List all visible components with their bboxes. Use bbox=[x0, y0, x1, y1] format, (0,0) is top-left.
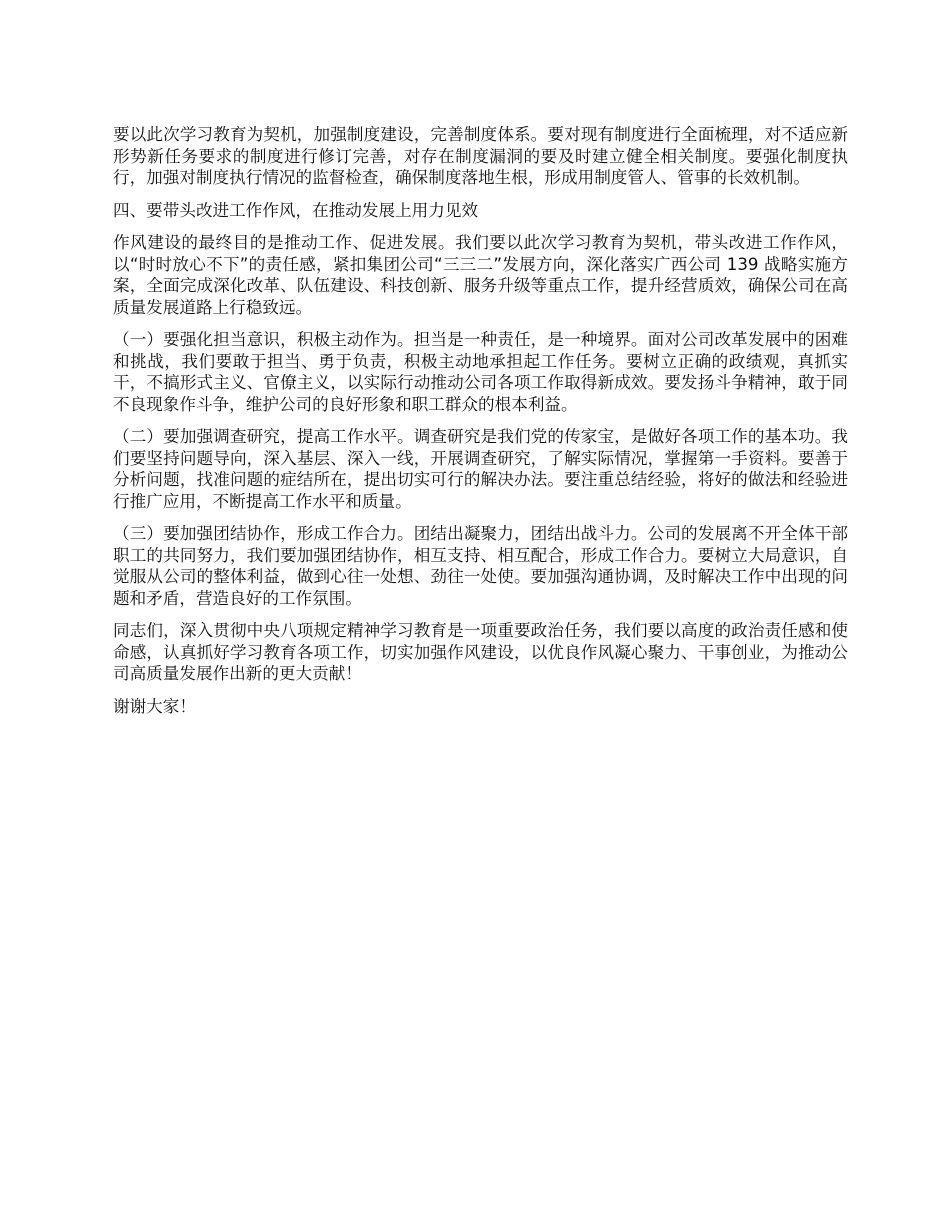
paragraph-item-three: （三）要加强团结协作，形成工作合力。团结出凝聚力，团结出战斗力。公司的发展离不开全体干部职工的共同努力，我们要加强团结协作，相互支持、相互配合，形成工作合力。要树立大局意识，自觉服从公司的整体利益，做到心往一处想、劲往一处使。要加强沟通协调，及时解决工作中出现的问题和矛盾，营造良好的工作氛围。 bbox=[113, 524, 848, 608]
paragraph-work-style: 作风建设的最终目的是推动工作、促进发展。我们要以此次学习教育为契机，带头改进工作作风，以“时时放心不下”的责任感，紧扣集团公司“三三二”发展方向，深化落实广西公司 139 战略实施方案，全面完成深化改革、队伍建设、科技创新、服务升级等重点工作，提升经营质效，确保公司在高质量发展道路上行稳致远。 bbox=[113, 233, 848, 317]
paragraph-institution-building: 要以此次学习教育为契机，加强制度建设，完善制度体系。要对现有制度进行全面梳理，对不适应新形势新任务要求的制度进行修订完善，对存在制度漏洞的要及时建立健全相关制度。要强化制度执行，加强对制度执行情况的监督检查，确保制度落地生根，形成用制度管人、管事的长效机制。 bbox=[113, 125, 848, 187]
paragraph-conclusion: 同志们，深入贯彻中央八项规定精神学习教育是一项重要政治任务，我们要以高度的政治责任感和使命感，认真抓好学习教育各项工作，切实加强作风建设，以优良作风凝心聚力、干事创业，为推动公司高质量发展作出新的更大贡献！ bbox=[113, 621, 848, 683]
document-page bbox=[113, 124, 848, 728]
paragraph-item-two: （二）要加强调查研究，提高工作水平。调查研究是我们党的传家宝，是做好各项工作的基本功。我们要坚持问题导向，深入基层、深入一线，开展调查研究，了解实际情况，掌握第一手资料。要善于分析问题，找准问题的症结所在，提出切实可行的解决办法。要注重总结经验，将好的做法和经验进行推广应用，不断提高工作水平和质量。 bbox=[113, 427, 848, 511]
paragraph-thanks: 谢谢大家！ bbox=[113, 696, 196, 716]
paragraph-item-one: （一）要强化担当意识，积极主动作为。担当是一种责任，是一种境界。面对公司改革发展中的困难和挑战，我们要敢于担当、勇于负责，积极主动地承担起工作任务。要树立正确的政绩观，真抓实干，不搞形式主义、官僚主义，以实际行动推动公司各项工作取得新成效。要发扬斗争精神，敢于同不良现象作斗争，维护公司的良好形象和职工群众的根本利益。 bbox=[113, 330, 848, 414]
section-heading-four: 四、要带头改进工作作风，在推动发展上用力见效 bbox=[113, 200, 479, 220]
